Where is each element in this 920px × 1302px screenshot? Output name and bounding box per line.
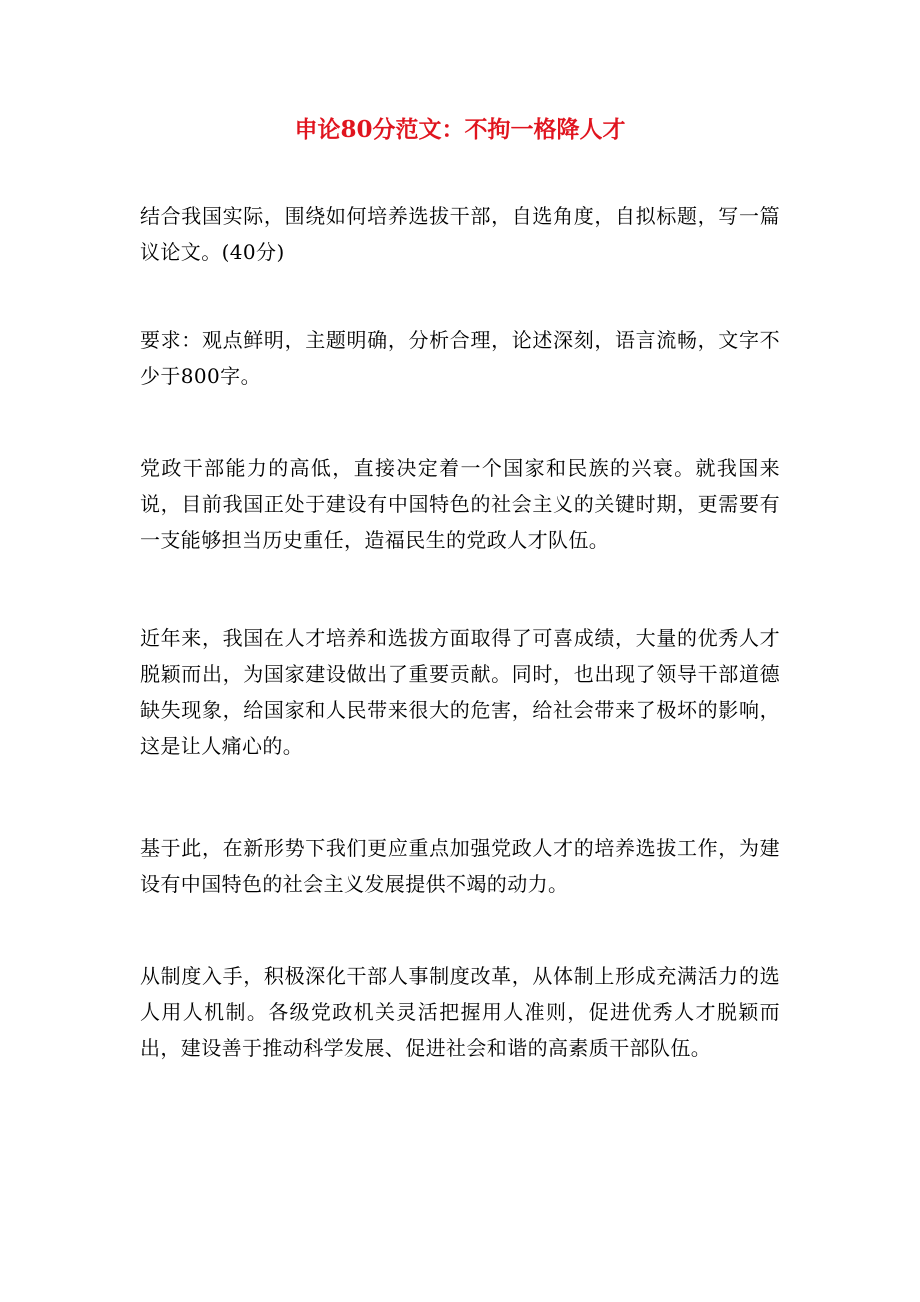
paragraph-prompt: 结合我国实际，围绕如何培养选拔干部，自选角度，自拟标题，写一篇议论文。(40分)	[140, 204, 780, 264]
paragraph-achievements: 近年来，我国在人才培养和选拔方面取得了可喜成绩，大量的优秀人才脱颖而出，为国家建设做出了重要贡献。同时，也出现了领导干部道德缺失现象，给国家和人民带来很大的危害，给社会带来了极坏的影响，这是让人痛心的。	[140, 626, 780, 758]
paragraph-requirements: 要求：观点鲜明，主题明确，分析合理，论述深刻，语言流畅，文字不少于800字。	[140, 328, 780, 388]
paragraph-intro: 党政干部能力的高低，直接决定着一个国家和民族的兴衰。就我国来说，目前我国正处于建设有中国特色的社会主义的关键时期，更需要有一支能够担当历史重任，造福民生的党政人才队伍。	[140, 456, 780, 552]
paragraph-system-reform: 从制度入手，积极深化干部人事制度改革，从体制上形成充满活力的选人用人机制。各级党政机关灵活把握用人准则，促进优秀人才脱颖而出，建设善于推动科学发展、促进社会和谐的高素质干部队伍。	[140, 964, 780, 1060]
document-title: 申论80分范文：不拘一格降人才	[294, 116, 626, 143]
paragraph-basis: 基于此，在新形势下我们更应重点加强党政人才的培养选拔工作，为建设有中国特色的社会主义发展提供不竭的动力。	[140, 836, 780, 896]
